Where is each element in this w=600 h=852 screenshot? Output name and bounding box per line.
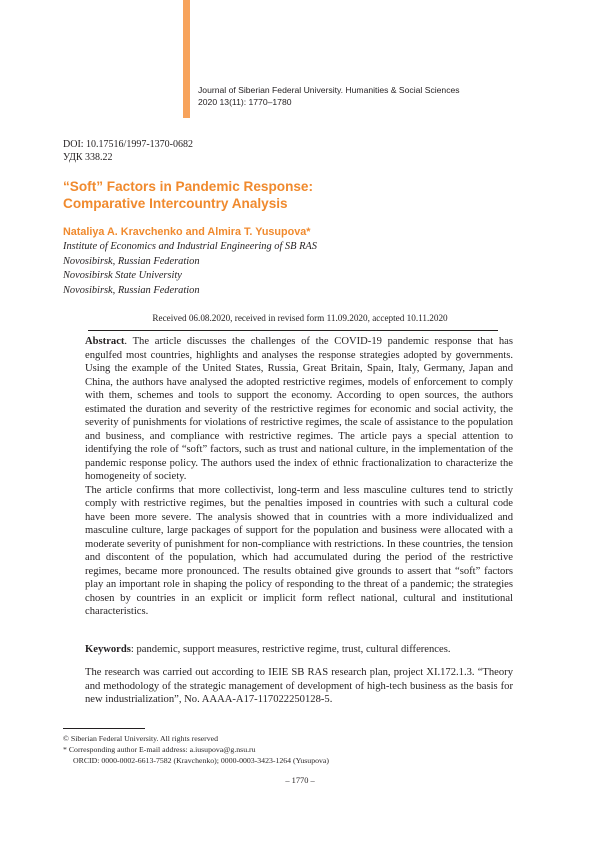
doi: DOI: 10.17516/1997-1370-0682 [63,139,193,150]
orcid-note: ORCID: 0000-0002-6613-7582 (Kravchenko); 0000-0003-3423-1264 (Yusupova) [73,756,329,765]
affiliation-line: Novosibirsk, Russian Federation [63,284,200,296]
keywords-text: : pandemic, support measures, restrictive regime, trust, cultural differences. [130,644,451,655]
corresponding-author-note: * Corresponding author E-mail address: a.iusupova@g.nsu.ru [63,745,256,754]
article-identifiers [63,138,193,164]
udc: УДК 338.22 [63,152,113,163]
page-number: – 1770 – [285,776,315,785]
accent-bar [183,0,190,118]
journal-header [198,85,460,108]
affiliation-line: Institute of Economics and Industrial Engineering of SB RAS [63,241,317,252]
copyright-note: © Siberian Federal University. All rights reserved [63,734,219,743]
title-line-2: Comparative Intercountry Analysis [63,196,288,211]
affiliation-line: Novosibirsk State University [63,270,182,281]
abstract-paragraph-2: The article confirms that more collectivist, long-term and less masculine cultures tend to strictly comply with restrictive regimes, but the penalties imposed in countries with such a cultural code have been more severe. The analysis showed that in countries with a more individualized and masculine culture, large packages of support for the population and business were allocated with a moderate severity of punishment for non-compliance with restrictions. In these countries, the tension and discontent of the population, which had accumulated during the period of the restrictive regimes, became more pronounced. The results obtained give grounds to assert that “soft” factors play an important role in shaping the policy of responding to the threat of a pandemic; the strategies chosen by countries in an explicit or implicit form reflect national, cultural and institutional characteristics. [85,484,513,617]
keywords-label: Keywords [85,644,131,655]
research-note: The research was carried out according to IEIE SB RAS research plan, project XI.172.1.3. “Theory and methodology of the strategic management of development of high-tech business as the basis for new industrialization”, No. AAAA-A17-117022250128-5. [85,667,513,705]
abstract-paragraph-1 [85,335,513,484]
abstract [85,335,513,619]
received-dates: Received 06.08.2020, received in revised form 11.09.2020, accepted 10.11.2020 [152,313,448,323]
footnote-divider [63,728,145,729]
footnotes [63,733,329,766]
journal-name: Journal of Siberian Federal University. Humanities & Social Sciences [198,85,460,95]
abstract-label: Abstract [85,336,125,347]
abstract-text: . The article discusses the challenges of the COVID-19 pandemic response that has engulfed most countries, highlights and analyses the response strategies adopted by governments. Using the example of the United States, Russia, Great Britain, Spain, Italy, Germany, Japan and China, the authors have analysed the adopted restrictive regimes, models of enforcement to comply with them, schemes and tools to support the economy. According to open sources, the authors estimated the duration and severity of the restrictive regimes for economic and social activity, the severity of punishments for violations of restrictive regimes, the scale of assistance to the population and business, and compliance with restrictive regimes. The article pays a special attention to identifying the role of “soft” factors, such as trust and national culture, in the implementation of the pandemic response policy. The authors used the index of ethnic fractionalization to characterize the homogeneity of society. [85,336,513,482]
affiliations [63,240,317,298]
authors: Nataliya A. Kravchenko and Almira T. Yusupova* [63,226,311,238]
keywords [85,643,513,657]
affiliation-line: Novosibirsk, Russian Federation [63,255,200,267]
article-title [63,178,313,212]
title-line-1: “Soft” Factors in Pandemic Response: [63,179,314,194]
divider [88,330,498,331]
journal-volume: 2020 13(11): 1770–1780 [198,96,292,107]
